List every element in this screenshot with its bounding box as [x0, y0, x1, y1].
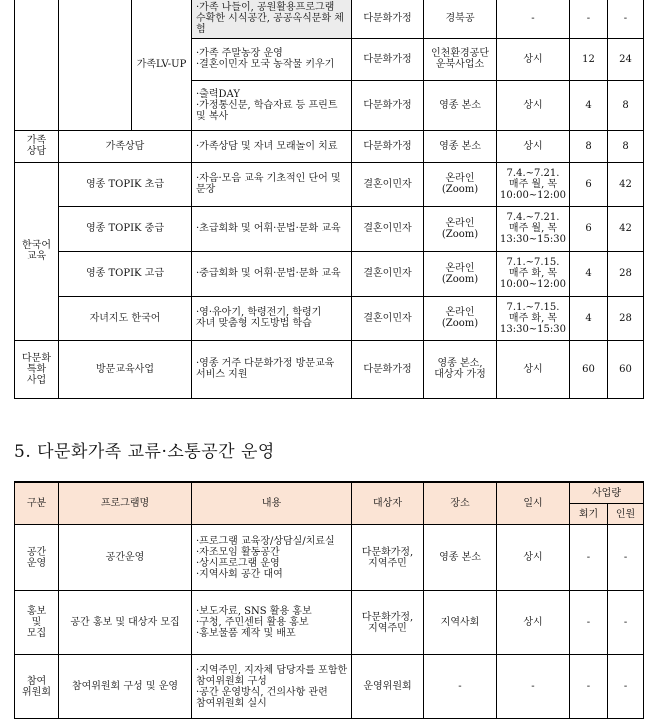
- table-row: 가족LV-UP ·가족 나들이, 공원활용프로그램 수확한 시식공간, 공공옥식문화 체험 다문화가정 경북공 - - -: [15, 0, 644, 38]
- table-row: 참여 위원회 참여위원회 구성 및 운영 ·지역주민, 지자체 담당자를 포함한 참여위원회 구성 ·공간 운영방식, 건의사항 관련 참여위원회 실시 운영위원회 - - - -: [15, 655, 644, 719]
- program-table-continued: [14, 0, 644, 399]
- table-row: ·출력DAY ·가정통신문, 학습자료 등 프린트 및 복사 다문화가정 영종 본소 상시 4 8: [15, 80, 644, 130]
- table-row: 영종 TOPIK 중급 ·초급회화 및 어휘·문법·문화 교육 결혼이민자 온라인 (Zoom) 7.4.~7.21. 매주 월, 목 13:30~15:30 6 42: [15, 206, 644, 251]
- table-header-row: 구분 프로그램명 내용 대상자 장소 일시 사업량: [15, 482, 644, 504]
- table-row: 홍보 및 모집 공간 홍보 및 대상자 모집 ·보도자료, SNS 활용 홍보 ·구청, 주민센터 활용 홍보 ·홍보물품 제작 및 배포 다문화가정, 지역주민 지역사회 상시 - -: [15, 591, 644, 655]
- section-title: 5. 다문화가족 교류·소통공간 운영: [14, 442, 275, 462]
- table-row: 한국어 교육 영종 TOPIK 초급 ·자음·모음 교육 기초적인 단어 및 문장 결혼이민자 온라인 (Zoom) 7.4.~7.21. 매주 월, 목 10:00~12:00 6 42: [15, 162, 644, 206]
- table-row: 다문화 특화 사업 방문교육사업 ·영종 거주 다문화가정 방문교육 서비스 지원 다문화가정 영종 본소, 대상자 가정 상시 60 60: [15, 340, 644, 398]
- table-header-row: 회기 인원: [15, 504, 644, 525]
- table-row: 가족 상담 가족상담 ·가족상담 및 자녀 모래놀이 치료 다문화가정 영종 본소 상시 8 8: [15, 130, 644, 162]
- table-row: 영종 TOPIK 고급 ·중급회화 및 어휘·문법·문화 교육 결혼이민자 온라인 (Zoom) 7.1.~7.15. 매주 화, 목 10:00~12:00 4 28: [15, 251, 644, 296]
- space-operation-table: [14, 481, 644, 719]
- table-row: 자녀지도 한국어 ·영·유아기, 학령전기, 학령기 자녀 맞춤형 지도방법 학습 결혼이민자 온라인 (Zoom) 7.1.~7.15. 매주 화, 목 13:30~15:30 4 28: [15, 296, 644, 340]
- table-row: 공간 운영 공간운영 ·프로그램 교육장/상담실/치료실 ·자조모임 활동공간 ·상시프로그램 운영 ·지역사회 공간 대여 다문화가정, 지역주민 영종 본소 상시 - -: [15, 525, 644, 591]
- subprogram-cell: 가족LV-UP: [132, 0, 192, 130]
- table-row: ·가족 주말농장 운영 ·결혼이민자 모국 농작물 키우기 다문화가정 인천환경공단 운북사업소 상시 12 24: [15, 38, 644, 80]
